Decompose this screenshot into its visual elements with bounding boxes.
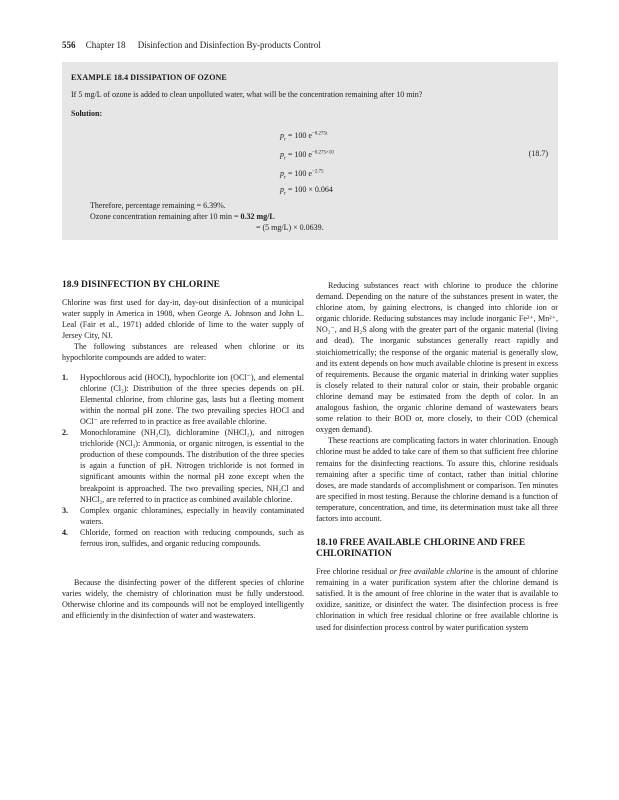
equation-2: $p_r = 100$ $e^{-0.275\times 10}$ — [280, 150, 334, 162]
page-header — [62, 40, 321, 50]
paragraph: These reactions are complicating factors in water chlorination. Enough chlorine must be added to take care of them so that sufficient free chlorine remains for the disinfecting reactions. To assure this, chlorine residuals remaining after a specific time of contact, rather than initial chlorine doses, are made standards of accomplishment or comparison. Ten minutes are specified in most testing. Because the chlorine demand is a function of temperature, concentration, and time, its determination must take all three factors into account. — [316, 436, 558, 523]
list-item: 2. Monochloramine (NH₂Cl), dichloramine (NHCl₂), and nitrogen trichloride (NCl₃): Ammonia, or organic nitrogen, is essential to the production of these compounds. The distribution of the three species is again a function of pH. Nitrogen trichloride is not formed in significant amounts within the normal pH zone except when the breakpoint is approached. The two prevailing species, NH₂Cl and NHCl₂, are referred to in practice as combined available chlorine. — [62, 428, 304, 504]
example-title: EXAMPLE 18.4 DISSIPATION OF OZONE — [71, 73, 227, 82]
equation-1: $p_r = 100$ $e^{-0.275t}$ — [280, 131, 328, 143]
paragraph: The following substances are released when chlorine or its hypochlorite compounds are added to water: — [62, 342, 304, 363]
list-item: 1. Hypochlorous acid (HOCl), hypochlorite ion (OCl⁻), and elemental chlorine (Cl₂): Distribution of the three species depends on pH. Elemental chlorine, from chlorine gas, lasts but a fleeting moment within the normal pH zone. The two prevailing species HOCl and OCl⁻ are referred to in practice as free available chlorine. — [62, 372, 304, 426]
equation-3: $p_r = 100$ $e^{-2.75}$ — [280, 169, 324, 181]
left-column — [62, 280, 304, 621]
chapter-title: Disinfection and Disinfection By-products Control — [137, 40, 321, 50]
equation-number: (18.7) — [528, 149, 548, 158]
paragraph: Free chlorine residual or free available chlorine is the amount of chlorine remaining in a water purification system after the chlorine demand is satisfied. It is the amount of free chlorine in the water that is available to oxidize, sanitize, or disinfect the water. The disinfection process is free chlorination in which free residual chlorine or free available chlorine is used for disinfection process control by water purification system — [316, 567, 559, 632]
substance-list — [62, 372, 304, 550]
section-heading-18-9: 18.9 DISINFECTION BY CHLORINE — [62, 280, 221, 290]
list-item: 3. Complex organic chloramines, especially in heavily contaminated waters. — [62, 505, 304, 526]
right-column — [316, 280, 558, 633]
equation-4: $p_r = 100 \times 0.064$ — [280, 185, 333, 197]
example-box — [62, 62, 558, 240]
list-item: 4. Chloride, formed on reaction with reducing compounds, such as ferrous iron, sulfides, and organic reducing compounds. — [62, 527, 304, 548]
section-heading-18-10: 18.10 FREE AVAILABLE CHLORINE AND FREE CHLORINATION — [316, 538, 526, 560]
example-question: If 5 mg/L of ozone is added to clean unpolluted water, what will be the concentration remaining after 10 min? — [71, 90, 423, 99]
chapter-label: Chapter 18 — [85, 40, 126, 50]
paragraph: Reducing substances react with chlorine to produce the chlorine demand. Depending on the nature of the substances present in water, the chlorine atom, by gaining electrons, is changed into chloride ion or organic chloride. Reducing substances may include inorganic Fe²⁺, Mn²⁺, NO₂⁻, and H₂S along with the greater part of the organic material (living and dead). The inorganic substances generally react rapidly and stoichiometrically; the response of the organic material is generally slow, and its extent depends on how much available chlorine is present in excess of requirements. Because the organic material in drinking water supplies is closely related to their natural color or stain, their probable organic chlorine demand may be estimated from the depth of color. In an analogous fashion, the organic chlorine demand of wastewaters bears some relation to their BOD or, more closely, to their COD (chemical oxygen demand). — [316, 281, 558, 435]
solution-label: Solution: — [71, 109, 103, 118]
example-result: Therefore, percentage remaining = 6.39%. Ozone concentration remaining after 10 min = 0.32 mg/L = (5 mg/L) × 0.0639. — [90, 201, 324, 232]
page-number: 556 — [62, 40, 76, 50]
paragraph: Chlorine was first used for day-in, day-out disinfection of a municipal water supply in America in 1908, when George A. Johnson and John L. Leal (Fair et al., 1971) added chloride of lime to the water supply of Jersey City, NJ. — [62, 298, 304, 341]
paragraph: Because the disinfecting power of the different species of chlorine varies widely, the chemistry of chlorination must be fully understood. Otherwise chlorine and its compounds will not be employed intelligently and efficiently in the disinfection of water and wastewaters. — [62, 578, 304, 621]
